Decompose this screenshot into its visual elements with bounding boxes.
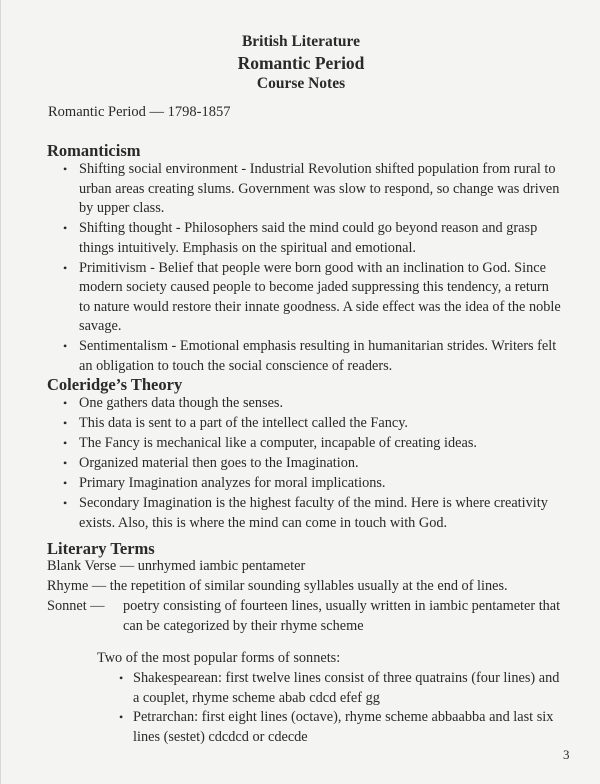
page-number: 3 (563, 747, 570, 762)
list-item: • Organized material then goes to the Imagination. (63, 454, 563, 474)
list-item: • Primary Imagination analyzes for moral implications. (63, 474, 563, 494)
term-definition: the repetition of similar sounding syllables usually at the end of lines. (109, 578, 508, 594)
term-dash: — (90, 598, 105, 614)
romanticism-heading: Romanticism (47, 141, 141, 160)
term-rhyme (47, 577, 508, 597)
term-dash: — (119, 558, 135, 574)
list-item: • Secondary Imagination is the highest faculty of the mind. Here is where creativity exists. Also, this is where the mind can come in touch with God. (63, 494, 563, 533)
term-name: Blank Verse (47, 558, 117, 574)
title-block (1, 32, 600, 94)
list-item: • Shifting thought - Philosophers said the mind could go beyond reason and grasp things intuitively. Emphasis on the spiritual and emotional. (63, 219, 563, 258)
term-name: Sonnet (47, 598, 87, 614)
period-dates: Romantic Period — 1798-1857 (48, 104, 231, 120)
list-item: • Shifting social environment - Industrial Revolution shifted population from rural to urban areas creating slums. Government was slow to respond, so change was driven by upper class. (63, 160, 563, 219)
sonnet-forms-list (119, 669, 565, 747)
coleridge-heading: Coleridge’s Theory (47, 375, 183, 394)
term-sonnet-definition: poetry consisting of fourteen lines, usually written in iambic pentameter that can be categorized by their rhyme scheme (123, 598, 561, 634)
term-name: Rhyme (47, 578, 89, 594)
sonnet-forms-intro: Two of the most popular forms of sonnets: (97, 650, 341, 666)
notes-title: Course Notes (256, 75, 346, 92)
list-item: • Petrarchan: first eight lines (octave), rhyme scheme abbaabba and last six lines (sestet) cdcdcd or cdecde (119, 708, 565, 747)
list-item: • Primitivism - Belief that people were born good with an inclination to God. Since modern society caused people to become jaded suppressing this tendency, a return to nature would restore their innate goodness. A side effect was the idea of the noble savage. (63, 259, 563, 337)
period-title: Romantic Period (237, 53, 365, 73)
list-item: • One gathers data though the senses. (63, 394, 563, 414)
list-item: • Sentimentalism - Emotional emphasis resulting in humanitarian strides. Writers felt an obligation to touch the social conscience of readers. (63, 337, 563, 376)
list-item: • Shakespearean: first twelve lines consist of three quatrains (four lines) and a couplet, rhyme scheme abab cdcd efef gg (119, 669, 565, 708)
list-item: • The Fancy is mechanical like a computer, incapable of creating ideas. (63, 434, 563, 454)
romanticism-list (63, 160, 563, 377)
list-item: • This data is sent to a part of the intellect called the Fancy. (63, 414, 563, 434)
term-definition: unrhymed iambic pentameter (137, 558, 306, 574)
coleridge-list (63, 394, 563, 534)
term-dash: — (91, 578, 107, 594)
term-blank-verse (47, 557, 305, 577)
course-title: British Literature (241, 33, 361, 50)
literary-terms-heading: Literary Terms (47, 539, 155, 558)
